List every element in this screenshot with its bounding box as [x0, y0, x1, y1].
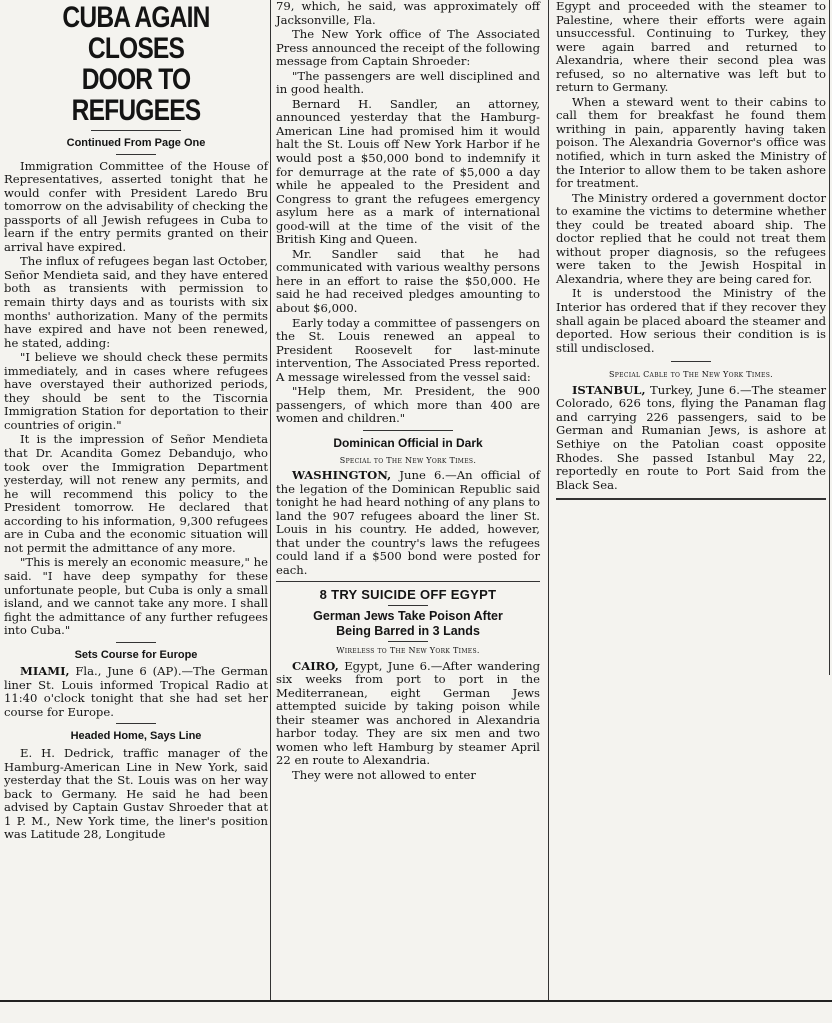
paragraph: "Help them, Mr. President, the 900 passengers, of which more than 400 are women and children." [276, 384, 540, 426]
column-rule [548, 0, 549, 1000]
continued-label: Continued From Page One [66, 137, 206, 149]
paragraph-text: Turkey, June 6.—The steamer Colorado, 626 tons, flying the Panaman flag and carrying 226 passengers, said to be German and Rumanian Jews, is ashore at Sethiye on the Patolian coast opposite Rhodes. She passed Istanbul May 22, reportedly en route to Port Said from the Black Sea. [556, 382, 826, 492]
credit-line: Wireless to The New York Times. [336, 645, 480, 655]
subhead-headed-home: Headed Home, Says Line [70, 730, 202, 743]
dateline: ISTANBUL, [572, 382, 646, 397]
bottom-rule [0, 1000, 832, 1002]
divider [91, 130, 181, 131]
paragraph: 79, which, he said, was approximately off Jacksonville, Fla. [276, 0, 540, 27]
paragraph [276, 660, 540, 768]
paragraph-text: Fla., June 6 (AP).—The German liner St. Louis informed Tropical Radio at 11:40 o'clock tonight that she had set her course for Europe. [4, 664, 269, 719]
divider [116, 723, 156, 724]
paragraph [276, 469, 540, 577]
headline-suicide: 8 TRY SUICIDE OFF EGYPT [319, 587, 497, 603]
divider [671, 361, 711, 362]
paragraph: The New York office of The Associated Press announced the receipt of the following message from Captain Shroeder: [276, 27, 540, 69]
divider [388, 641, 428, 642]
divider [363, 430, 453, 431]
deck-line-1: German Jews Take Poison After [313, 608, 503, 623]
paragraph: "The passengers are well disciplined and in good health. [276, 68, 540, 97]
paragraph: The Ministry ordered a government doctor to examine the victims to determine whether they could be treated aboard ship. The doctor replied that he could not treat them without proper diagnosis, so the refugees were taken to the Jewish Hospital in Alexandria, where they are being cared for. [556, 190, 826, 286]
divider [276, 581, 540, 582]
paragraph: "I believe we should check these permits immediately, and in cases where refugees have overstayed their authorized periods, they should be sent to the Tiscornia Immigration Station for deportation to their countries of origin." [4, 350, 268, 432]
credit-line: Special Cable to The New York Times. [609, 370, 773, 380]
dateline: WASHINGTON, [292, 468, 392, 483]
subhead-dominican: Dominican Official in Dark [333, 435, 483, 450]
paragraph: E. H. Dedrick, traffic manager of the Hamburg-American Line in New York, said yesterday that the St. Louis was on her way back to Germany. He said he had been advised by Captain Gustav Shroeder that at 1 P. M., New York time, the liner's position was Latitude 28, Longitude [4, 745, 268, 842]
column-2 [276, 0, 540, 783]
paragraph: Bernard H. Sandler, an attorney, announced yesterday that the Hamburg-American Line had promised him it would halt the St. Louis off New York Harbor if he would post a $50,000 bond to indemnify it for demurrage at the rate of $5,000 a day while he appealed to the President and Congress to grant the refugees emergency asylum here as a mark of international good-will at the time of the visit of the British King and Queen. [276, 96, 540, 247]
paragraph: It is the impression of Señor Mendieta that Dr. Acandita Gomez Debandujo, who took over the Immigration Department yesterday, will not renew any permits, and he will recommend this policy to the President tomorrow. He declared that according to his information, 9,300 refugees are in Cuba and the economic situation will not permit the admittance of any more. [4, 432, 268, 555]
paragraph [556, 384, 826, 492]
credit-line: Special to The New York Times. [339, 455, 477, 465]
paragraph: The influx of refugees began last October, Señor Mendieta said, and they have entered both as transients with permission to remain thirty days and as tourists with six months' authorization. Many of the permits have expired and have not been renewed, he stated, adding: [4, 254, 268, 350]
deck-line-2: Being Barred in 3 Lands [336, 623, 480, 638]
paragraph: Egypt and proceeded with the steamer to Palestine, where their efforts were again unsuccessful. Continuing to Turkey, they were again barred and returned to Alexandria, where their second plea was refused, so no alternative was left but to return to Germany. [556, 0, 826, 95]
headline-line-1: CUBA AGAIN CLOSES [62, 1, 210, 65]
divider [388, 605, 428, 606]
paragraph: They were not allowed to enter [292, 767, 476, 782]
paragraph [4, 665, 268, 719]
divider [116, 642, 156, 643]
divider [116, 154, 156, 155]
dateline: MIAMI, [20, 664, 70, 679]
column-rule [270, 0, 271, 1000]
divider [556, 498, 826, 500]
deck [276, 609, 540, 639]
dateline: CAIRO, [292, 658, 339, 673]
headline-line-2: DOOR TO REFUGEES [71, 63, 201, 127]
paragraph-text: June 6.—An official of the legation of the Dominican Republic said tonight he had heard nothing of any plans to land the 907 refugees aboard the liner St. Louis in his country. He added, however, that under the country's laws the refugees could land if a $500 bond were posted for each. [276, 468, 541, 577]
paragraph: When a steward went to their cabins to call them for breakfast he found them writhing in pain, apparently having taken poison. The Alexandria Governor's office was notified, which in turn asked the Ministry of the Interior to allow them to be taken ashore for treatment. [556, 94, 826, 191]
subhead-sets-course: Sets Course for Europe [74, 648, 198, 661]
paragraph: Immigration Committee of the House of Representatives, asserted tonight that he would confer with President Laredo Bru tomorrow on the advisability of checking the passports of all Jewish refugees in Cuba to learn if the entry permits granted on their arrival have expired. [4, 158, 268, 254]
paragraph: Early today a committee of passengers on the St. Louis renewed an appeal to President Roosevelt for last-minute intervention, The Associated Press reported. A message wirelessed from the vessel said: [276, 315, 540, 384]
paragraph: Mr. Sandler said that he had communicated with various wealthy persons here in an effort to raise the $50,000. He said he had received pledges amounting to about $6,000. [276, 246, 540, 316]
paragraph: It is understood the Ministry of the Interior has ordered that if they recover they shall again be placed aboard the steamer and deported. How serious their condition is is still undisclosed. [556, 286, 826, 355]
paragraph: "This is merely an economic measure," he said. "I have deep sympathy for these unfortunate people, but Cuba is only a small island, and we cannot take any more. I shall fight the admittance of any further refugees into Cuba." [4, 555, 268, 638]
headline [28, 2, 244, 126]
column-1 [4, 0, 268, 843]
column-3 [556, 0, 826, 502]
column-rule [829, 0, 830, 675]
paragraph-text: Egypt, June 6.—After wandering six weeks from port to port in the Mediterranean, eight German Jews attempted suicide by taking poison while their steamer was anchored in Alexandria harbor today. They are six men and two women who left Hamburg by steamer April 22 en route to Alexandria. [276, 658, 541, 768]
